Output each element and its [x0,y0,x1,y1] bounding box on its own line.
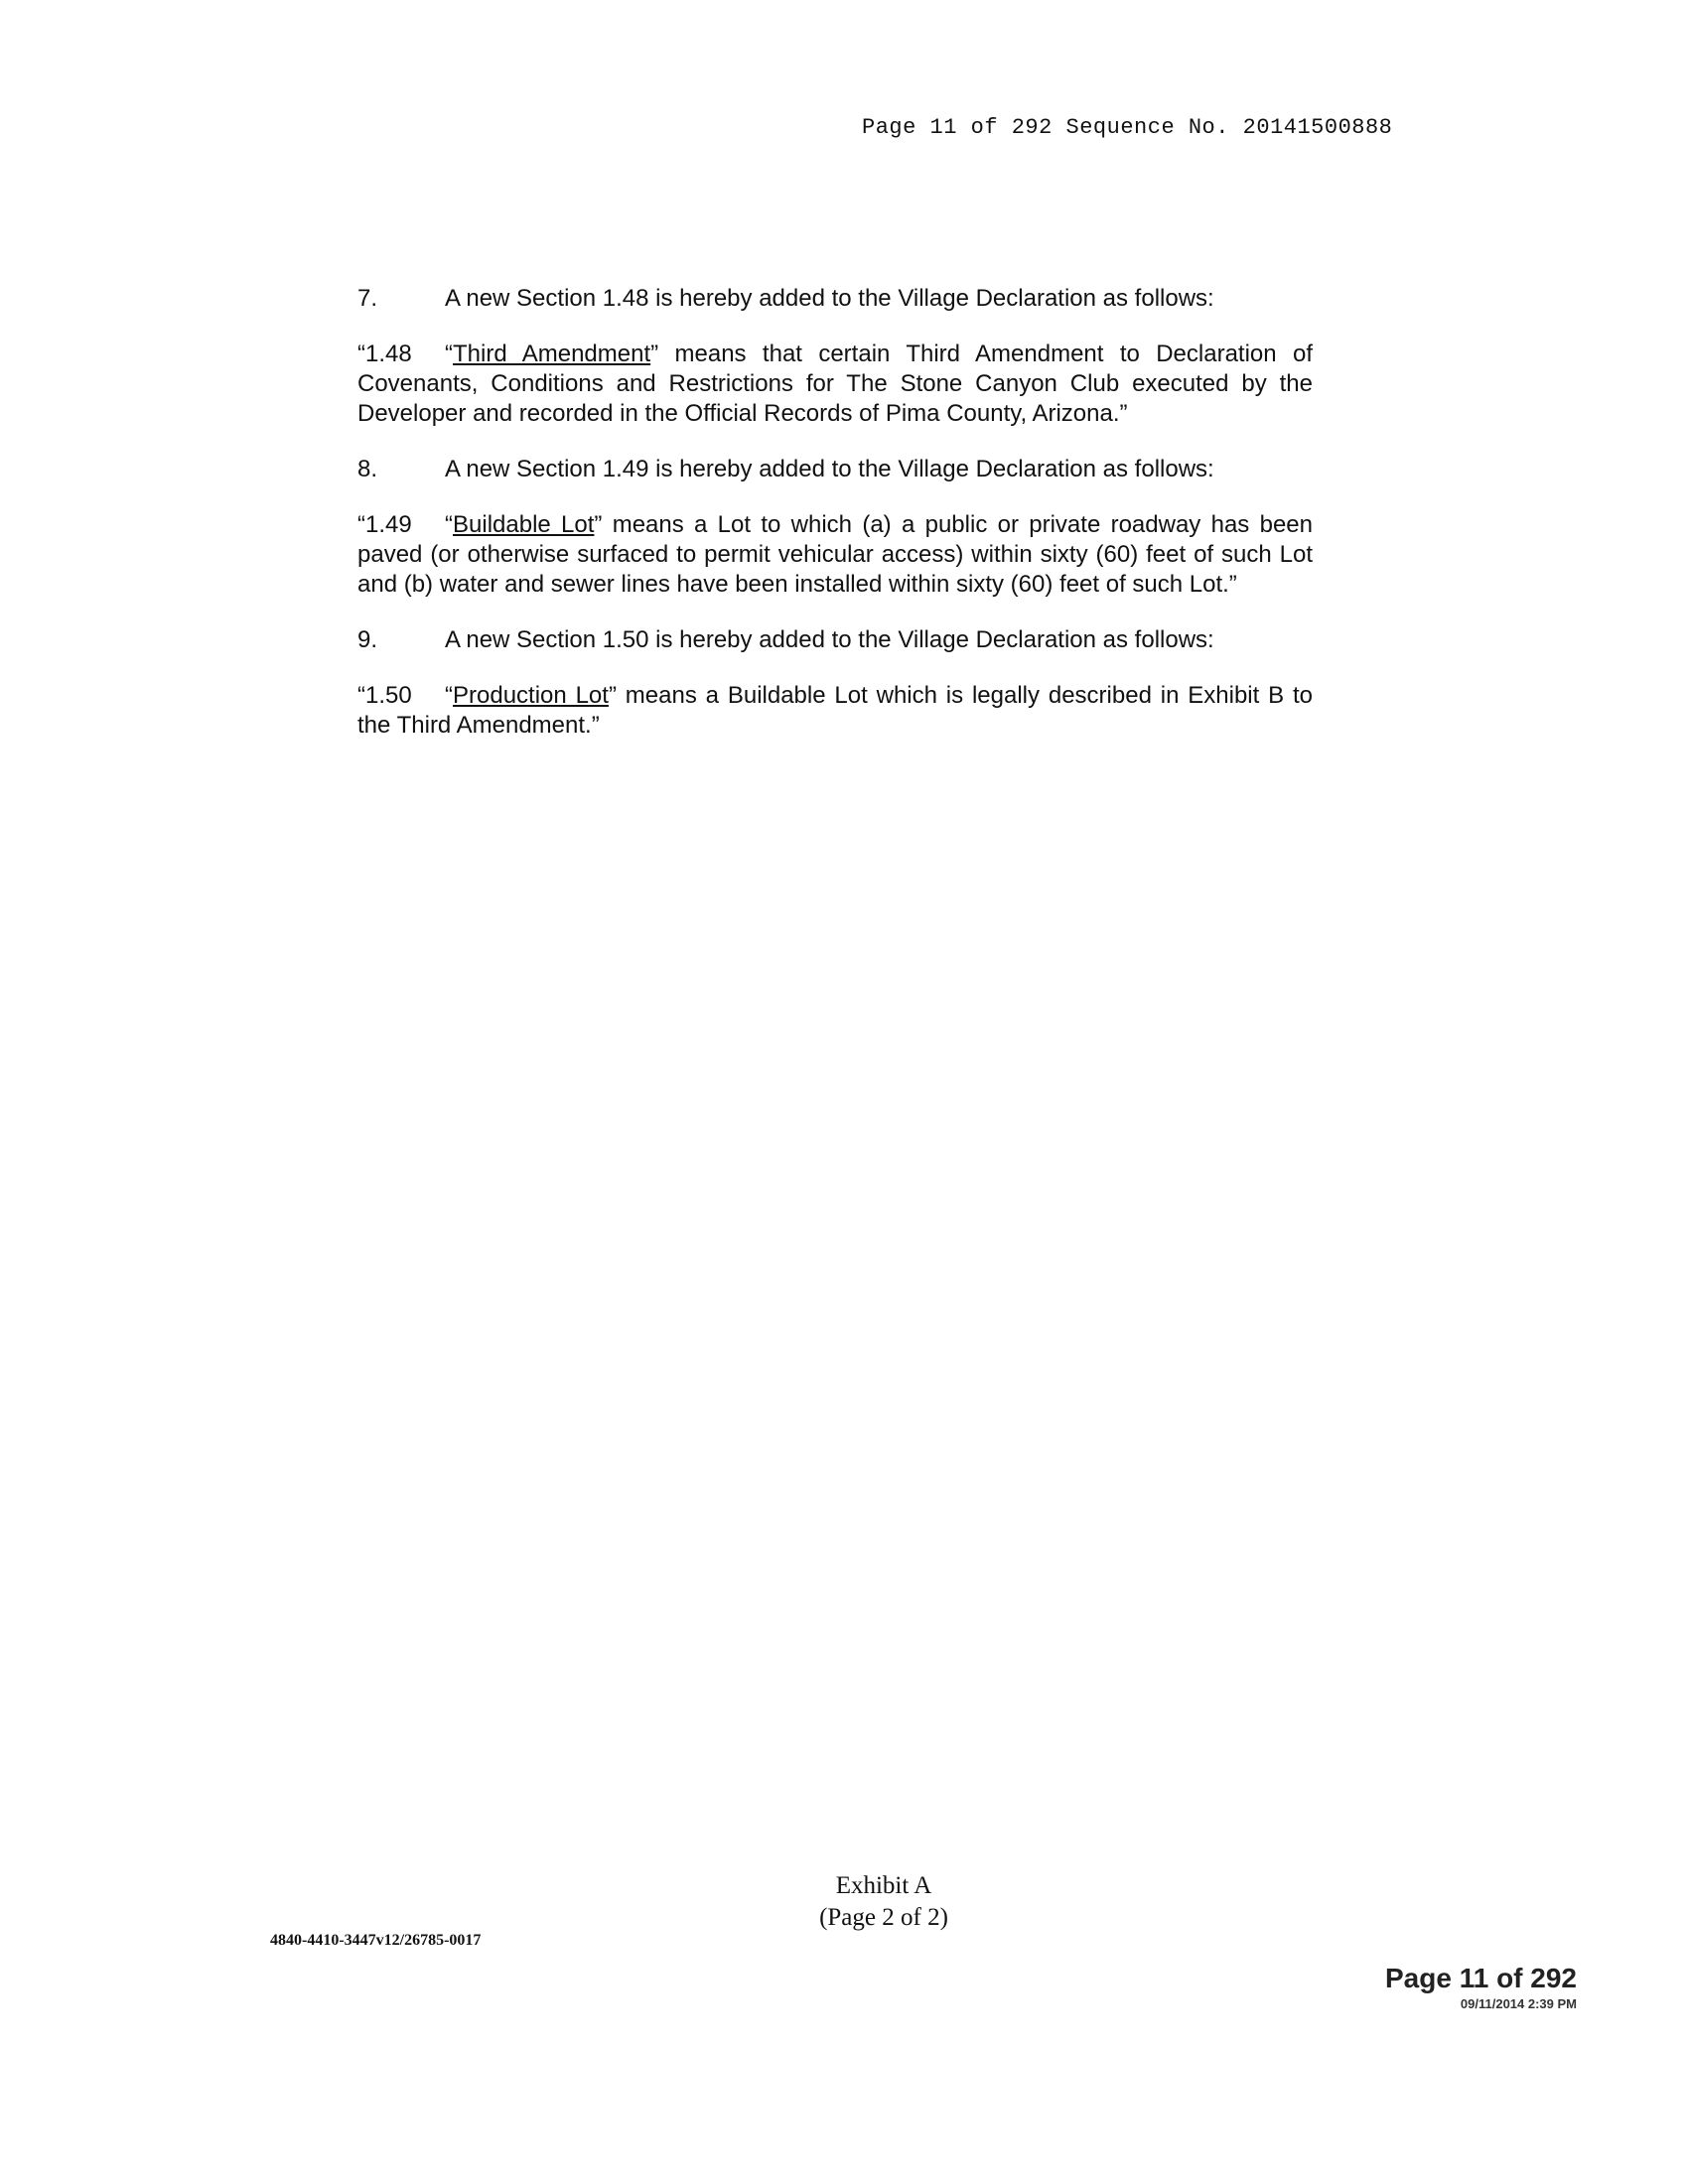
definition-text: ” means a Lot to which (a) a public or private roadway has been paved (or otherwise surfaced to permit vehicular access) within sixty (60) feet of such Lot and (b) water and sewer lines have been installed within sixty (60) feet of such Lot.” [357,511,1313,598]
definition-number: “1.50 [357,682,412,709]
definition-1-48 [357,340,1313,429]
defined-term: Production Lot [453,682,609,709]
item-intro-text: A new Section 1.50 is hereby added to the Village Declaration as follows: [445,626,1214,653]
item-intro-text: A new Section 1.49 is hereby added to the Village Declaration as follows: [445,456,1214,482]
document-body [357,284,1313,766]
page-footer [1385,1962,1577,2013]
definition-number: “1.49 [357,511,412,538]
section-7-intro [357,284,1313,314]
section-9-intro [357,625,1313,655]
defined-term: Buildable Lot [453,511,595,538]
recording-timestamp: 09/11/2014 2:39 PM [1460,1996,1577,2011]
recording-page-stamp: Page 11 of 292 Sequence No. 20141500888 [862,115,1393,140]
definition-1-49 [357,510,1313,600]
document-id: 4840-4410-3447v12/26785-0017 [270,1932,482,1949]
definition-text: ” means a Buildable Lot which is legally described in Exhibit B to the Third Amendment.” [357,682,1313,739]
exhibit-title: Exhibit A [835,1872,932,1899]
item-number: 7. [357,285,378,312]
definition-number: “1.48 [357,341,412,367]
term-open-quote: “ [445,682,453,709]
definition-1-50 [357,681,1313,741]
page-count: Page 11 of 292 [1384,1963,1577,1993]
exhibit-page: (Page 2 of 2) [819,1904,948,1931]
item-number: 8. [357,456,378,482]
item-intro-text: A new Section 1.48 is hereby added to the Village Declaration as follows: [445,285,1214,312]
defined-term: Third Amendment [453,341,651,367]
section-8-intro [357,455,1313,484]
exhibit-label [695,1870,1072,1934]
term-open-quote: “ [445,511,453,538]
term-open-quote: “ [445,341,453,367]
definition-text: ” means that certain Third Amendment to Declaration of Covenants, Conditions and Restrictions for The Stone Canyon Club executed by the Developer and recorded in the Official Records of Pima County, Arizona.” [357,341,1314,427]
item-number: 9. [357,626,378,653]
